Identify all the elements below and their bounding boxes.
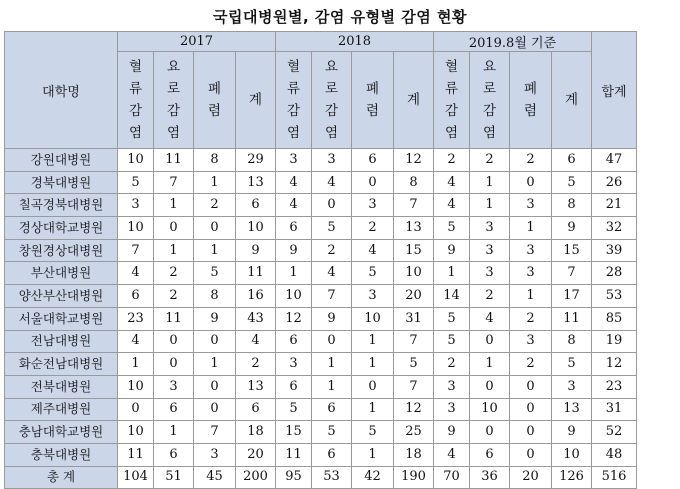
table-cell: 3 [312,149,352,172]
table-cell: 3 [276,353,312,376]
table-cell: 12 [394,398,434,421]
table-cell: 15 [276,421,312,444]
table-cell: 2 [352,217,394,240]
table-cell: 10 [352,307,394,330]
table-cell: 6 [276,217,312,240]
table-cell: 0 [470,421,510,444]
table-cell: 12 [394,149,434,172]
table-cell: 85 [592,307,637,330]
table-row [5,398,637,421]
table-cell: 1 [118,353,154,376]
table-cell: 0 [510,443,552,466]
table-cell: 0 [118,398,154,421]
table-cell: 3 [470,262,510,285]
table-cell: 2 [194,194,236,217]
header-sub-0-0 [118,52,154,149]
table-cell: 23 [118,307,154,330]
table-cell: 1 [312,375,352,398]
table-cell: 6 [276,375,312,398]
table-cell: 51 [154,466,194,489]
table-cell: 7 [394,375,434,398]
table-cell: 28 [592,262,637,285]
table-cell: 17 [552,285,592,308]
header-sub-2-0 [434,52,470,149]
table-cell: 4 [118,330,154,353]
table-cell: 5 [118,171,154,194]
table-cell: 0 [194,375,236,398]
table-row [5,217,637,240]
table-row [5,353,637,376]
table-cell: 0 [154,217,194,240]
hospital-name: 화순전남대병원 [5,353,118,376]
hospital-name: 양산부산대병원 [5,285,118,308]
header-name: 대학명 [5,32,118,149]
table-cell: 4 [276,194,312,217]
hospital-name: 강원대병원 [5,149,118,172]
table-cell: 0 [312,194,352,217]
table-cell: 4 [434,194,470,217]
table-cell: 15 [394,239,434,262]
table-cell: 4 [434,171,470,194]
table-cell: 6 [470,443,510,466]
table-cell: 9 [276,239,312,262]
table-cell: 10 [394,262,434,285]
table-cell: 10 [236,217,276,240]
header-total: 합계 [592,32,637,149]
table-cell: 5 [434,307,470,330]
table-cell: 6 [312,443,352,466]
header-sub-1-2 [352,52,394,149]
table-cell: 10 [470,398,510,421]
header-sub-label: 요 로 감 염 [166,59,181,141]
table-cell: 0 [470,330,510,353]
table-cell: 10 [118,375,154,398]
table-cell: 10 [118,149,154,172]
header-sub-1-0 [276,52,312,149]
table-cell: 5 [552,353,592,376]
table-cell: 0 [510,421,552,444]
table-cell: 6 [352,149,394,172]
table-cell: 70 [434,466,470,489]
table-cell: 95 [276,466,312,489]
table-cell: 0 [470,375,510,398]
table-cell: 45 [194,466,236,489]
table-title: 국립대병원별, 감염 유형별 감염 현황 [213,8,467,26]
header-sub-1-3 [394,52,434,149]
table-cell: 0 [194,217,236,240]
table-cell: 11 [552,307,592,330]
header-sub-2-2 [510,52,552,149]
table-cell: 4 [276,171,312,194]
table-cell: 20 [510,466,552,489]
total-row [5,466,637,489]
table-cell: 9 [434,421,470,444]
table-cell: 3 [510,239,552,262]
table-row [5,443,637,466]
table-cell: 5 [434,217,470,240]
table-cell: 0 [194,398,236,421]
table-cell: 7 [394,194,434,217]
table-cell: 1 [352,398,394,421]
table-cell: 3 [276,149,312,172]
table-cell: 3 [194,443,236,466]
table-cell: 1 [510,217,552,240]
table-cell: 12 [592,353,637,376]
table-cell: 1 [470,194,510,217]
table-cell: 4 [352,239,394,262]
table-cell: 3 [434,398,470,421]
header-sub-label: 계 [564,92,579,108]
table-cell: 42 [352,466,394,489]
table-cell: 5 [394,353,434,376]
table-cell: 2 [470,285,510,308]
header-sub-2-3 [552,52,592,149]
table-cell: 3 [470,217,510,240]
table-row [5,262,637,285]
table-cell: 5 [552,171,592,194]
hospital-name: 경상대학교병원 [5,217,118,240]
hospital-name: 서울대학교병원 [5,307,118,330]
table-cell: 8 [394,171,434,194]
header-sub-label: 혈 류 감 염 [128,59,143,141]
table-cell: 9 [236,239,276,262]
table-cell: 7 [194,421,236,444]
table-cell: 0 [154,330,194,353]
table-cell: 1 [154,239,194,262]
table-cell: 31 [394,307,434,330]
table-cell: 4 [118,262,154,285]
table-row [5,421,637,444]
hospital-name: 충남대학교병원 [5,421,118,444]
table-cell: 9 [552,217,592,240]
table-cell: 0 [510,375,552,398]
table-cell: 4 [312,262,352,285]
table-cell: 1 [154,421,194,444]
table-cell: 3 [552,375,592,398]
header-sub-label: 혈 류 감 염 [444,59,459,141]
table-cell: 2 [154,285,194,308]
table-cell: 8 [194,149,236,172]
table-cell: 10 [552,443,592,466]
table-cell: 2 [510,353,552,376]
table-cell: 10 [276,285,312,308]
table-cell: 18 [236,421,276,444]
table-cell: 126 [552,466,592,489]
table-cell: 5 [312,421,352,444]
hospital-name: 경북대병원 [5,171,118,194]
header-sub-label: 폐 렴 [523,81,538,119]
table-cell: 2 [236,353,276,376]
table-cell: 0 [312,330,352,353]
table-cell: 190 [394,466,434,489]
table-cell: 7 [154,171,194,194]
table-cell: 3 [510,262,552,285]
table-cell: 53 [312,466,352,489]
table-cell: 16 [236,285,276,308]
table-cell: 3 [434,375,470,398]
table-cell: 10 [118,217,154,240]
header-sub-label: 요 로 감 염 [324,59,339,141]
table-cell: 200 [236,466,276,489]
table-cell: 6 [118,285,154,308]
table-cell: 13 [236,375,276,398]
table-cell: 9 [312,307,352,330]
table-cell: 2 [312,239,352,262]
table-cell: 1 [434,262,470,285]
header-year-2019: 2019.8월 기준 [434,32,592,52]
table-cell: 2 [510,307,552,330]
table-cell: 11 [276,443,312,466]
table-cell: 13 [394,217,434,240]
hospital-name: 제주대병원 [5,398,118,421]
table-cell: 2 [510,149,552,172]
table-cell: 6 [154,398,194,421]
table-cell: 13 [236,171,276,194]
table-row [5,330,637,353]
table-cell: 2 [470,149,510,172]
table-cell: 6 [236,398,276,421]
hospital-name: 총 계 [5,466,118,489]
table-cell: 0 [510,398,552,421]
table-cell: 9 [194,307,236,330]
table-cell: 6 [312,398,352,421]
table-cell: 9 [552,421,592,444]
table-cell: 23 [592,375,637,398]
table-cell: 3 [510,194,552,217]
table-cell: 11 [154,149,194,172]
table-cell: 26 [592,171,637,194]
table-row [5,194,637,217]
table-cell: 3 [154,375,194,398]
table-cell: 29 [236,149,276,172]
table-cell: 2 [434,353,470,376]
table-cell: 1 [194,239,236,262]
table-cell: 5 [312,217,352,240]
table-cell: 4 [434,443,470,466]
table-cell: 39 [592,239,637,262]
table-cell: 15 [552,239,592,262]
table-cell: 18 [394,443,434,466]
table-cell: 9 [434,239,470,262]
table-cell: 21 [592,194,637,217]
table-cell: 5 [434,330,470,353]
header-sub-0-1 [154,52,194,149]
table-cell: 31 [592,398,637,421]
table-cell: 11 [154,307,194,330]
table-cell: 0 [352,375,394,398]
table-cell: 1 [470,353,510,376]
table-cell: 0 [510,171,552,194]
table-cell: 1 [510,285,552,308]
header-year-2018: 2018 [276,32,434,52]
header-sub-label: 폐 렴 [365,81,380,119]
hospital-name: 칠곡경북대병원 [5,194,118,217]
table-row [5,239,637,262]
table-cell: 1 [312,353,352,376]
hospital-name: 창원경상대병원 [5,239,118,262]
table-cell: 1 [352,443,394,466]
table-cell: 3 [510,330,552,353]
table-cell: 8 [552,194,592,217]
table-cell: 1 [276,262,312,285]
table-cell: 2 [434,149,470,172]
table-cell: 0 [154,353,194,376]
hospital-name: 전북대병원 [5,375,118,398]
infection-table [4,31,637,489]
table-cell: 7 [118,239,154,262]
table-cell: 4 [470,307,510,330]
table-cell: 47 [592,149,637,172]
table-cell: 19 [592,330,637,353]
table-cell: 43 [236,307,276,330]
header-sub-label: 계 [248,92,263,108]
table-cell: 0 [352,171,394,194]
table-cell: 10 [118,421,154,444]
table-cell: 36 [470,466,510,489]
table-cell: 11 [236,262,276,285]
table-cell: 6 [552,149,592,172]
table-cell: 8 [194,285,236,308]
table-cell: 6 [276,330,312,353]
table-cell: 3 [352,194,394,217]
table-cell: 516 [592,466,637,489]
header-sub-0-2 [194,52,236,149]
table-cell: 5 [194,262,236,285]
table-cell: 52 [592,421,637,444]
table-cell: 3 [352,285,394,308]
table-cell: 8 [552,330,592,353]
table-cell: 1 [352,353,394,376]
header-sub-1-1 [312,52,352,149]
table-cell: 1 [470,171,510,194]
table-row [5,171,637,194]
table-cell: 11 [118,443,154,466]
table-cell: 1 [352,330,394,353]
table-cell: 3 [470,239,510,262]
table-cell: 104 [118,466,154,489]
header-sub-2-1 [470,52,510,149]
table-cell: 13 [552,398,592,421]
table-cell: 4 [236,330,276,353]
table-cell: 4 [312,171,352,194]
table-cell: 6 [236,194,276,217]
hospital-name: 부산대병원 [5,262,118,285]
table-cell: 2 [154,262,194,285]
table-cell: 5 [352,421,394,444]
table-cell: 0 [194,330,236,353]
hospital-name: 충북대병원 [5,443,118,466]
header-sub-label: 계 [406,92,421,108]
table-cell: 7 [394,330,434,353]
table-cell: 20 [394,285,434,308]
table-row [5,285,637,308]
table-cell: 1 [194,171,236,194]
table-cell: 7 [312,285,352,308]
hospital-name: 전남대병원 [5,330,118,353]
header-year-2017: 2017 [118,32,276,52]
table-cell: 48 [592,443,637,466]
table-cell: 32 [592,217,637,240]
header-sub-label: 요 로 감 염 [482,59,497,141]
table-cell: 53 [592,285,637,308]
table-cell: 5 [352,262,394,285]
table-cell: 1 [194,353,236,376]
table-row [5,149,637,172]
table-row [5,307,637,330]
table-cell: 3 [118,194,154,217]
header-sub-0-3 [236,52,276,149]
table-cell: 1 [154,194,194,217]
table-cell: 6 [154,443,194,466]
table-row [5,375,637,398]
table-cell: 25 [394,421,434,444]
table-cell: 14 [434,285,470,308]
table-cell: 5 [276,398,312,421]
table-cell: 7 [552,262,592,285]
header-sub-label: 폐 렴 [207,81,222,119]
table-cell: 20 [236,443,276,466]
header-sub-label: 혈 류 감 염 [286,59,301,141]
table-cell: 12 [276,307,312,330]
